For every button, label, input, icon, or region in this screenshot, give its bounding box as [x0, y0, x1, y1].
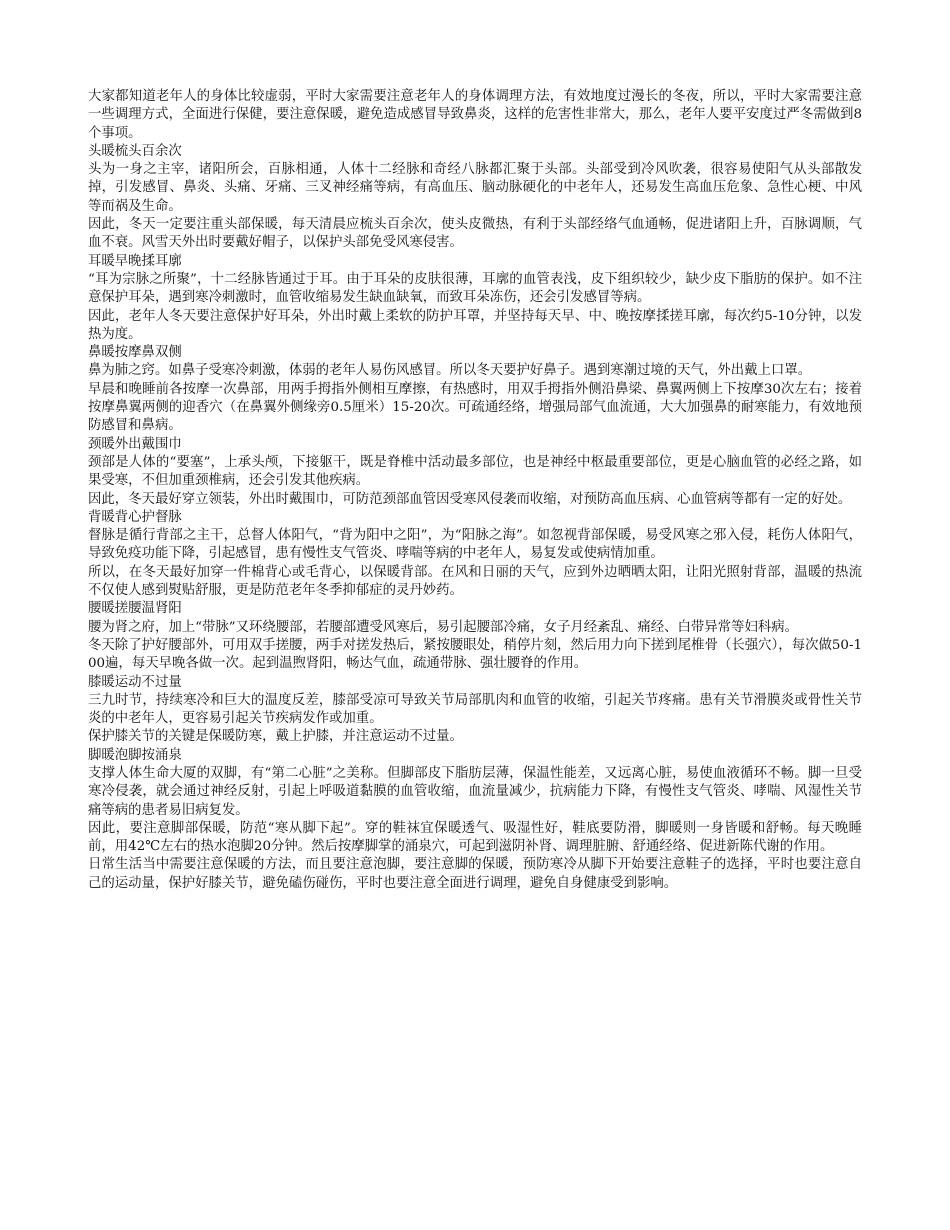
section-heading-back: 背暖背心护督脉 — [88, 509, 182, 525]
section-paragraph: 督脉是循行背部之主干，总督人体阳气，“背为阳中之阳”，为“阳脉之海”。如忽视背部保暖，易受风寒之邪入侵，耗伤人体阳气，导致免疫功能下降，引起感冒，患有慢性支气管炎、哮喘等病的中老年人，易复发或使病情加重。 — [88, 528, 862, 562]
section-paragraph: 头为一身之主宰，诸阳所会，百脉相通，人体十二经脉和奇经八脉都汇聚于头部。头部受到冷风吹袭，很容易使阳气从头部散发掉，引发感冒、鼻炎、头痛、牙痛、三叉神经痛等病，有高血压、脑动脉硬化的中老年人，还易发生高血压危象、急性心梗、中风等而祸及生命。 — [88, 162, 862, 214]
section-heading-neck: 颈暖外出戴围巾 — [88, 436, 182, 452]
section-heading-ear: 耳暖早晚揉耳廓 — [88, 253, 182, 269]
section-paragraph: 冬天除了护好腰部外，可用双手搓腰，两手对搓发热后，紧按腰眼处，稍停片刻，然后用力向下搓到尾椎骨（长强穴），每次做50-100遍，每天早晚各做一次。起到温煦肾阳，畅达气血，疏通带脉、强壮腰脊的作用。 — [88, 637, 862, 672]
section-heading-head: 头暖梳头百余次 — [88, 143, 182, 159]
section-paragraph: 颈部是人体的“要塞”，上承头颅，下接躯干，既是脊椎中活动最多部位，也是神经中枢最重要部位，更是心脑血管的必经之路，如果受寒，不但加重颈椎病，还会引发其他疾病。 — [88, 454, 862, 489]
section-paragraph: 早晨和晚睡前各按摩一次鼻部，用两手拇指外侧相互摩擦，有热感时，用双手拇指外侧沿鼻梁、鼻翼两侧上下按摩30次左右；接着按摩鼻翼两侧的迎香穴（在鼻翼外侧缘旁0.5厘米）15-20次。可疏通经络，增强局部气血流通，大大加强鼻的耐寒能力，有效地预防感冒和鼻病。 — [88, 381, 862, 434]
section-paragraph: 因此，老年人冬天要注意保护好耳朵，外出时戴上柔软的防护耳罩，并坚持每天早、中、晚按摩揉搓耳廓，每次约5-10分钟，以发热为度。 — [88, 308, 862, 342]
section-paragraph: “耳为宗脉之所聚”，十二经脉皆通过于耳。由于耳朵的皮肤很薄，耳廓的血管表浅，皮下组织较少，缺少皮下脂肪的保护。如不注意保护耳朵，遇到寒冷刺激时，血管收缩易发生缺血缺氧，而致耳朵冻伤，还会引发感冒等病。 — [88, 271, 862, 306]
section-paragraph: 鼻为肺之窍。如鼻子受寒冷刺激，体弱的老年人易伤风感冒。所以冬天要护好鼻子。遇到寒潮过境的天气，外出戴上口罩。 — [88, 363, 812, 379]
section-paragraph: 保护膝关节的关键是保暖防寒，戴上护膝，并注意运动不过量。 — [88, 729, 463, 745]
intro-paragraph: 大家都知道老年人的身体比较虚弱，平时大家需要注意老年人的身体调理方法，有效地度过漫长的冬夜，所以，平时大家需要注意一些调理方式，全面进行保健，要注意保暖，避免造成感冒导致鼻炎，这样的危害性非常大，那么，老年人要平安度过严冬需做到8个事项。 — [88, 89, 862, 141]
section-heading-knee: 膝暖运动不过量 — [88, 674, 182, 690]
section-heading-waist: 腰暖搓腰温肾阳 — [88, 601, 182, 617]
section-heading-foot: 脚暖泡脚按涌泉 — [88, 747, 182, 763]
section-paragraph: 因此，冬天一定要注重头部保暖，每天清晨应梳头百余次，使头皮微热，有利于头部经络气血通畅，促进诸阳上升，百脉调顺，气血不衰。风雪天外出时要戴好帽子，以保护头部免受风寒侵害。 — [88, 217, 862, 251]
section-heading-nose: 鼻暖按摩鼻双侧 — [88, 345, 182, 361]
section-paragraph: 三九时节，持续寒冷和巨大的温度反差，膝部受凉可导致关节局部肌肉和血管的收缩，引起关节疼痛。患有关节滑膜炎或骨性关节炎的中老年人，更容易引起关节疾病发作或加重。 — [88, 692, 862, 727]
section-paragraph: 支撑人体生命大厦的双脚，有“第二心脏”之美称。但脚部皮下脂肪层薄，保温性能差，又远离心脏，易使血液循环不畅。脚一旦受寒冷侵袭，就会通过神经反射，引起上呼吸道黏膜的血管收缩，血流量减少，抗病能力下降，有慢性支气管炎、哮喘、风湿性关节痛等病的患者易旧病复发。 — [88, 765, 862, 818]
section-paragraph: 因此，要注意脚部保暖，防范“寒从脚下起”。穿的鞋袜宜保暖透气、吸湿性好，鞋底要防滑，脚暖则一身皆暖和舒畅。每天晚睡前，用42℃左右的热水泡脚20分钟。然后按摩脚掌的涌泉穴，可起到滋阴补肾、调理脏腑、舒通经络、促进新陈代谢的作用。 — [88, 820, 862, 855]
article-body — [88, 88, 862, 893]
conclusion-paragraph: 日常生活当中需要注意保暖的方法，而且要注意泡脚，要注意脚的保暖，预防寒冷从脚下开始要注意鞋子的选择，平时也要注意自己的运动量，保护好膝关节，避免磕伤碰伤，平时也要注意全面进行调理，避免自身健康受到影响。 — [88, 857, 862, 891]
section-paragraph: 腰为肾之府，加上“带脉”又环绕腰部，若腰部遭受风寒后，易引起腰部冷痛，女子月经紊乱、痛经、白带异常等妇科病。 — [88, 619, 798, 635]
section-paragraph: 因此，冬天最好穿立领装，外出时戴围巾，可防范颈部血管因受寒风侵袭而收缩，对预防高血压病、心血管病等都有一定的好处。 — [88, 491, 852, 507]
section-paragraph: 所以，在冬天最好加穿一件棉背心或毛背心，以保暖背部。在风和日丽的天气，应到外边晒晒太阳，让阳光照射背部，温暖的热流不仅使人感到熨贴舒服，更是防范老年冬季抑郁症的灵丹妙药。 — [88, 564, 862, 599]
